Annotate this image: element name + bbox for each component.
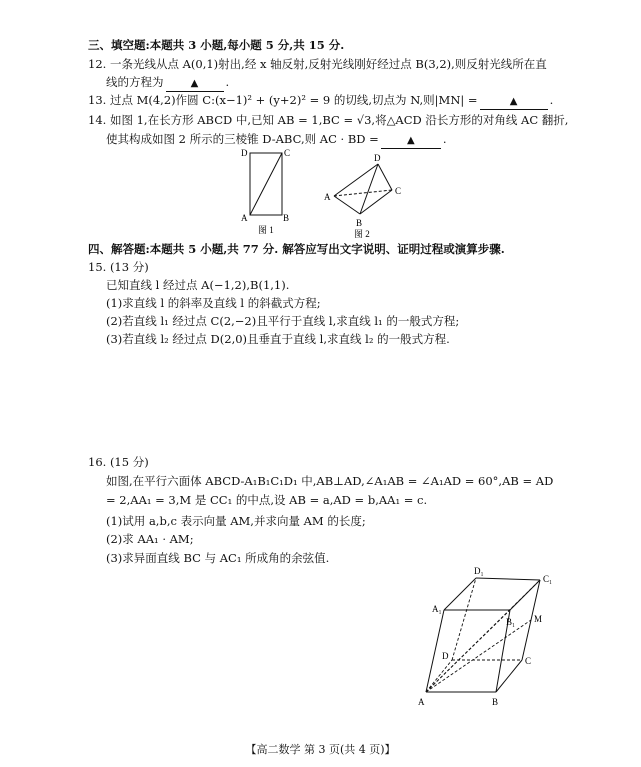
q16-part3: (3)求异面直线 BC 与 AC₁ 所成角的余弦值. [106, 551, 330, 565]
section4-heading: 四、解答题:本题共 5 小题,共 77 分. 解答应写出文字说明、证明过程或演算步骤. [88, 242, 505, 256]
label-b: B [492, 697, 499, 707]
fig2-edge-ab [334, 196, 360, 214]
q15-number: 15. (13 分) [88, 260, 149, 274]
q13-answer-blank[interactable] [480, 93, 548, 110]
fig2-label-d: D [374, 153, 381, 163]
q16-part1: (1)试用 a,b,c 表示向量 AM,并求向量 AM 的长度; [106, 514, 366, 528]
q14-answer-blank[interactable] [381, 132, 441, 149]
q14-blank-triangle: ▲ [406, 135, 415, 146]
edge-b1c1 [510, 580, 540, 610]
q13-pre: 13. 过点 M(4,2)作圆 C:(x−1)² + (y+2)² = 9 的切线,切点为 N,则|MN| = [88, 93, 478, 107]
q12-line1: 12. 一条光线从点 A(0,1)射出,经 x 轴反射,反射光线刚好经过点 B(3,2),则反射光线所在直 [88, 57, 547, 71]
fig1-label-a: A [241, 213, 248, 223]
fig1-diagonal-ac [250, 153, 282, 215]
edge-a1d1 [444, 578, 476, 610]
section3-heading: 三、填空题:本题共 3 小题,每小题 5 分,共 15 分. [88, 38, 345, 52]
q12-blank-triangle: ▲ [190, 78, 199, 89]
fig1-caption: 图 1 [258, 225, 274, 235]
q14-line2-post: . [442, 132, 447, 146]
figure-1-rectangle [236, 147, 306, 237]
q15-part2: (2)若直线 l₁ 经过点 C(2,−2)且平行于直线 l,求直线 l₁ 的一般式方程; [106, 314, 460, 328]
label-m: M [534, 614, 543, 624]
edge-d1c1 [476, 578, 540, 580]
fig2-label-c: C [395, 186, 402, 196]
fig1-label-c: C [284, 148, 291, 158]
label-c1: C₁ [543, 574, 553, 584]
page-footer: 【高二数学 第 3 页(共 4 页)】 [245, 743, 396, 756]
q16-number: 16. (15 分) [88, 455, 149, 469]
q16-intro-line2: = 2,AA₁ = 3,M 是 CC₁ 的中点,设 AB = a,AD = b,AA₁ = c. [106, 493, 428, 507]
q15-part1: (1)求直线 l 的斜率及直线 l 的斜截式方程; [106, 296, 321, 310]
q16-part2: (2)求 AA₁ · AM; [106, 532, 194, 546]
figure-parallelepiped [412, 562, 572, 712]
fig2-label-a: A [324, 192, 331, 202]
q15-part3: (3)若直线 l₂ 经过点 D(2,0)且垂直于直线 l,求直线 l₂ 的一般式方程. [106, 332, 450, 346]
q13-blank-triangle: ▲ [509, 96, 518, 107]
fig2-edge-db [360, 164, 378, 214]
fig2-caption: 图 2 [354, 229, 370, 239]
fig2-edge-ad [334, 164, 378, 196]
label-c: C [525, 656, 532, 666]
figure-2-tetrahedron [320, 152, 410, 240]
fig1-label-b: B [283, 213, 290, 223]
q13-line [88, 93, 553, 110]
fig2-edge-dc [378, 164, 392, 190]
label-d1: D₁ [474, 566, 484, 576]
diagonal-ab1 [426, 610, 510, 692]
label-a1: A₁ [432, 604, 442, 614]
edge-bc [496, 660, 522, 692]
fig2-edge-ac-hidden [334, 190, 392, 196]
q14-line1: 14. 如图 1,在长方形 ABCD 中,已知 AB = 1,BC = √3,将△ACD 沿长方形的对角线 AC 翻折, [88, 113, 569, 127]
q13-post: . [549, 93, 554, 107]
q12-answer-blank[interactable] [166, 75, 224, 92]
q14-line2-pre: 使其构成如图 2 所示的三棱锥 D-ABC,则 AC · BD = [106, 132, 379, 146]
q12-line2 [106, 75, 229, 92]
q16-intro-line1: 如图,在平行六面体 ABCD-A₁B₁C₁D₁ 中,AB⊥AD,∠A₁AB = ∠A₁AD = 60°,AB = AD [106, 474, 554, 488]
q12-line2-pre: 线的方程为 [106, 75, 164, 89]
fig2-label-b: B [356, 218, 363, 228]
label-b1: B₁ [506, 617, 516, 627]
q15-intro: 已知直线 l 经过点 A(−1,2),B(1,1). [106, 278, 290, 292]
diagonal-ac1 [426, 580, 543, 692]
fig1-label-d: D [241, 148, 248, 158]
q12-line2-post: . [225, 75, 230, 89]
label-a: A [418, 697, 425, 707]
label-d: D [442, 651, 449, 661]
